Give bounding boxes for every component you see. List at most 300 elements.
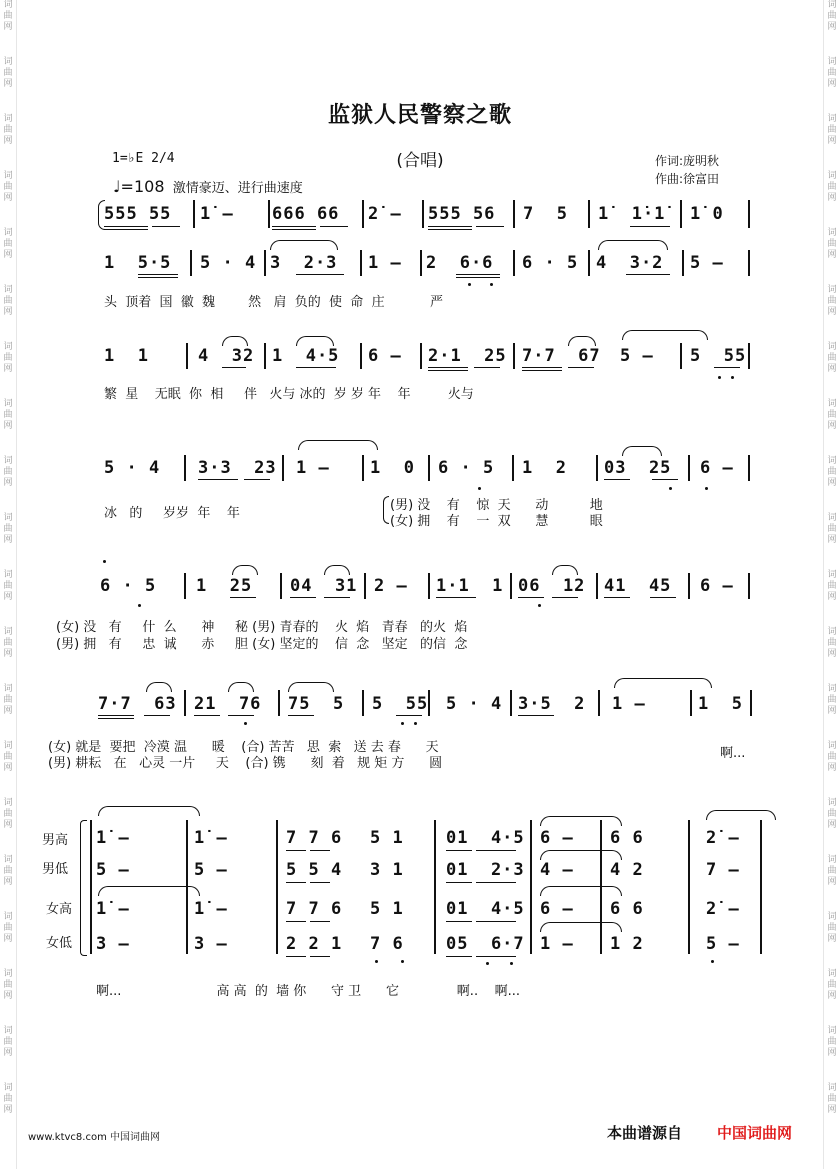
eighth-beam — [296, 367, 336, 368]
barline — [362, 690, 364, 716]
watermark-gap — [824, 603, 840, 627]
watermark-glyph: 词 — [3, 456, 13, 466]
watermark-gap — [0, 945, 16, 969]
expression-text: 激情豪迈、进行曲速度 — [172, 181, 303, 196]
measure: 5 5 4 — [286, 860, 343, 880]
watermark-glyph: 词 — [3, 684, 13, 694]
watermark-gap — [0, 204, 16, 228]
voice-label-tenor: 男高 — [42, 833, 69, 848]
watermark-gap — [0, 261, 16, 285]
measure: 6 6 — [610, 828, 644, 848]
low-octave-dot — [401, 722, 404, 725]
tie-slur — [270, 240, 338, 250]
watermark-gap — [824, 660, 840, 684]
eighth-beam — [290, 597, 316, 598]
measure: 1̇ 0 — [690, 204, 724, 224]
barline — [184, 573, 186, 599]
footer-site[interactable]: www.ktvc8.com 中国词曲网 — [28, 1132, 161, 1143]
measure: 5 1 — [370, 899, 404, 919]
eighth-beam — [324, 597, 350, 598]
watermark-gap — [824, 375, 840, 399]
tie-slur — [622, 330, 708, 340]
watermark-glyph: 曲 — [3, 467, 13, 477]
watermark-glyph: 网 — [827, 820, 837, 830]
watermark-glyph: 词 — [3, 741, 13, 751]
measure: 1·1 1 — [436, 576, 504, 596]
measure: 5 · 4 — [200, 253, 257, 273]
barline — [280, 573, 282, 599]
measure: 01 4·5 — [446, 899, 525, 919]
watermark-glyph: 词 — [827, 969, 837, 979]
barline — [510, 573, 512, 599]
eighth-beam — [446, 882, 472, 883]
lyrics-line-1: (女) 就是 要把 冷漠 温 暖 (合) 苦苦 思 索 送 去 春 天 — [48, 740, 439, 755]
low-octave-dot — [510, 962, 513, 965]
watermark-glyph: 词 — [3, 342, 13, 352]
barline — [362, 200, 364, 228]
measure: 2̇ – — [706, 828, 740, 848]
measure: 3 2·3 — [270, 253, 338, 273]
measure: 5 · 4 — [446, 694, 503, 714]
watermark-glyph: 网 — [827, 592, 837, 602]
measure: 5 1 — [370, 828, 404, 848]
watermark-gap — [824, 888, 840, 912]
right-watermark-strip — [823, 0, 840, 1169]
eighth-beam — [144, 715, 170, 716]
watermark-glyph: 词 — [3, 0, 13, 10]
barline — [688, 573, 690, 599]
measure: 6 – — [540, 899, 574, 919]
watermark-glyph: 词 — [827, 798, 837, 808]
watermark-glyph: 曲 — [827, 866, 837, 876]
watermark-glyph: 曲 — [3, 239, 13, 249]
barline — [422, 200, 424, 228]
watermark-glyph: 词 — [3, 114, 13, 124]
measure: 5 – — [96, 860, 130, 880]
watermark-glyph: 曲 — [827, 125, 837, 135]
watermark-glyph: 曲 — [827, 353, 837, 363]
watermark-glyph: 网 — [827, 250, 837, 260]
eighth-beam — [446, 921, 472, 922]
barline — [190, 250, 192, 276]
watermark-glyph: 网 — [3, 1105, 13, 1115]
barline — [688, 820, 690, 954]
eighth-beam — [286, 921, 306, 922]
barline — [420, 250, 422, 276]
eighth-beam — [552, 597, 578, 598]
lyrics-line: 冰 的 岁岁 年 年 — [104, 506, 240, 521]
watermark-glyph: 曲 — [827, 1094, 837, 1104]
eighth-beam — [518, 715, 554, 716]
sixteenth-beam — [428, 370, 468, 371]
eighth-beam — [476, 882, 516, 883]
watermark-glyph: 曲 — [3, 695, 13, 705]
eighth-beam — [194, 715, 220, 716]
measure: 1 – — [368, 253, 402, 273]
barline — [598, 690, 600, 716]
measure: 6 – — [368, 346, 402, 366]
watermark-gap — [824, 717, 840, 741]
barline — [278, 690, 280, 716]
measure: 1 5·5 — [104, 253, 172, 273]
eighth-beam — [626, 274, 670, 275]
watermark-glyph: 网 — [827, 535, 837, 545]
watermark-gap — [0, 831, 16, 855]
measure: 3 – — [194, 934, 228, 954]
watermark-glyph: 网 — [3, 478, 13, 488]
measure: 2 2 1 — [286, 934, 343, 954]
watermark-gap — [824, 261, 840, 285]
tie-slur — [98, 886, 200, 896]
watermark-glyph: 曲 — [3, 923, 13, 933]
choir-lyrics: 啊... 高 高 的 墙 你 守 卫 它 啊.. 啊... — [96, 984, 520, 999]
sixteenth-beam — [104, 229, 148, 230]
barline — [513, 200, 515, 228]
measure: 01 2·3 — [446, 860, 525, 880]
sixteenth-beam — [138, 277, 178, 278]
sixteenth-beam — [98, 718, 134, 719]
measure: 1 2 — [522, 458, 567, 478]
tie-slur — [222, 336, 248, 346]
watermark-glyph: 曲 — [3, 581, 13, 591]
barline — [184, 690, 186, 716]
watermark-glyph: 网 — [3, 592, 13, 602]
watermark-glyph: 词 — [827, 570, 837, 580]
watermark-glyph: 曲 — [3, 11, 13, 21]
tie-slur — [540, 922, 622, 932]
watermark-glyph: 曲 — [3, 353, 13, 363]
low-octave-dot — [478, 487, 481, 490]
measure: 1̇ 1̇·1̇ — [598, 204, 666, 224]
eighth-beam — [446, 850, 472, 851]
eighth-beam — [630, 226, 670, 227]
eighth-beam — [428, 226, 472, 227]
watermark-glyph: 网 — [3, 535, 13, 545]
eighth-beam — [228, 715, 254, 716]
measure: 4 3·2 — [596, 253, 664, 273]
measure: 2 – — [374, 576, 408, 596]
song-subtitle: (合唱) — [396, 151, 444, 171]
measure: 5 · 4 — [104, 458, 161, 478]
barline — [264, 343, 266, 369]
eighth-beam — [522, 367, 562, 368]
watermark-glyph: 曲 — [827, 752, 837, 762]
watermark-glyph: 词 — [827, 855, 837, 865]
watermark-glyph: 词 — [827, 285, 837, 295]
barline — [748, 200, 750, 228]
watermark-gap — [0, 660, 16, 684]
watermark-glyph: 曲 — [827, 524, 837, 534]
barline — [680, 200, 682, 228]
composer-credit: 作曲:徐富田 — [655, 172, 720, 186]
watermark-gap — [824, 945, 840, 969]
measure: 6 – — [540, 828, 574, 848]
sixteenth-beam — [522, 370, 562, 371]
watermark-glyph: 词 — [827, 912, 837, 922]
eighth-beam — [310, 956, 330, 957]
watermark-glyph: 网 — [3, 649, 13, 659]
eighth-beam — [152, 226, 180, 227]
measure: 3 – — [96, 934, 130, 954]
tie-slur — [228, 682, 254, 692]
measure: 6 6 — [610, 899, 644, 919]
measure: 2̇ – — [368, 204, 402, 224]
watermark-glyph: 词 — [827, 57, 837, 67]
tie-slur — [622, 446, 662, 456]
watermark-gap — [824, 204, 840, 228]
measure: 1 1 — [104, 346, 149, 366]
watermark-glyph: 网 — [3, 421, 13, 431]
eighth-beam — [310, 850, 330, 851]
measure: 6 · 5 — [100, 576, 157, 596]
system-bracket — [80, 820, 87, 956]
watermark-glyph: 曲 — [3, 68, 13, 78]
watermark-glyph: 曲 — [827, 980, 837, 990]
eighth-beam — [296, 274, 344, 275]
watermark-glyph: 词 — [827, 684, 837, 694]
watermark-gap — [0, 717, 16, 741]
watermark-gap — [824, 546, 840, 570]
low-octave-dot — [538, 604, 541, 607]
watermark-glyph: 网 — [3, 307, 13, 317]
watermark-glyph: 曲 — [3, 980, 13, 990]
watermark-glyph: 曲 — [3, 182, 13, 192]
eighth-beam — [310, 882, 330, 883]
measure: 1 5 — [698, 694, 743, 714]
watermark-glyph: 词 — [827, 114, 837, 124]
eighth-beam — [288, 715, 314, 716]
barline — [760, 820, 762, 954]
watermark-glyph: 曲 — [827, 410, 837, 420]
watermark-glyph: 网 — [3, 22, 13, 32]
barline — [420, 343, 422, 369]
watermark-glyph: 网 — [827, 364, 837, 374]
system-barline — [90, 820, 92, 954]
lyrics-line-male: (男) 没 有 惊 天 动 地 — [390, 498, 603, 513]
barline — [268, 200, 270, 228]
watermark-glyph: 网 — [827, 421, 837, 431]
watermark-glyph: 网 — [827, 307, 837, 317]
measure: 4 32 — [198, 346, 255, 366]
eighth-beam — [604, 479, 630, 480]
eighth-beam — [320, 226, 348, 227]
barline — [360, 343, 362, 369]
left-watermark-strip — [0, 0, 17, 1169]
watermark-glyph: 网 — [3, 193, 13, 203]
eighth-beam — [474, 367, 500, 368]
barline — [428, 455, 430, 481]
barline — [362, 455, 364, 481]
low-octave-dot — [705, 487, 708, 490]
tie-slur — [540, 850, 622, 860]
watermark-gap — [0, 546, 16, 570]
measure: 555 56 — [428, 204, 496, 224]
barline — [428, 573, 430, 599]
watermark-gap — [824, 33, 840, 57]
measure: 6 – — [700, 576, 734, 596]
sixteenth-beam — [272, 229, 316, 230]
lyrics-line-female: (女) 拥 有 一 双 慧 眼 — [390, 514, 603, 529]
watermark-gap — [824, 1059, 840, 1083]
measure: 555 55 — [104, 204, 172, 224]
barline — [596, 573, 598, 599]
tie-slur — [324, 565, 350, 575]
watermark-glyph: 网 — [827, 1105, 837, 1115]
lyricist-credit: 作词:庞明秋 — [655, 154, 720, 168]
watermark-gap — [824, 774, 840, 798]
measure: 03 25 — [604, 458, 672, 478]
barline — [690, 690, 692, 716]
watermark-glyph: 词 — [3, 399, 13, 409]
watermark-glyph: 网 — [3, 820, 13, 830]
barline — [588, 250, 590, 276]
voice-label-alto: 女低 — [46, 936, 73, 951]
tie-slur — [146, 682, 172, 692]
low-octave-dot — [103, 560, 106, 563]
measure: 1 2 — [610, 934, 644, 954]
eighth-beam — [104, 226, 148, 227]
tempo-marking — [113, 177, 303, 196]
measure: 5 – — [706, 934, 740, 954]
watermark-glyph: 网 — [827, 877, 837, 887]
watermark-glyph: 词 — [827, 456, 837, 466]
eighth-beam — [244, 479, 270, 480]
watermark-glyph: 词 — [3, 1026, 13, 1036]
watermark-glyph: 曲 — [827, 239, 837, 249]
measure: 2·1 25 — [428, 346, 507, 366]
eighth-beam — [604, 597, 630, 598]
watermark-glyph: 曲 — [827, 467, 837, 477]
watermark-glyph: 词 — [827, 1083, 837, 1093]
measure: 5 – — [194, 860, 228, 880]
brand-logo-text[interactable]: 中国词曲网 — [717, 1124, 793, 1142]
watermark-glyph: 词 — [3, 171, 13, 181]
watermark-glyph: 网 — [3, 136, 13, 146]
watermark-glyph: 网 — [827, 1048, 837, 1058]
measure: 7 7 6 — [286, 899, 343, 919]
watermark-glyph: 网 — [827, 763, 837, 773]
measure: 1̇ – — [96, 899, 130, 919]
watermark-glyph: 词 — [827, 513, 837, 523]
measure: 4 – — [540, 860, 574, 880]
measure: 5 55 — [372, 694, 429, 714]
watermark-glyph: 词 — [827, 1026, 837, 1036]
low-octave-dot — [401, 960, 404, 963]
watermark-glyph: 词 — [827, 741, 837, 751]
watermark-glyph: 网 — [827, 649, 837, 659]
eighth-beam — [476, 850, 516, 851]
low-octave-dot — [138, 604, 141, 607]
watermark-glyph: 网 — [827, 79, 837, 89]
measure: 1 – — [296, 458, 330, 478]
measure: 6 – — [700, 458, 734, 478]
sixteenth-beam — [456, 277, 500, 278]
watermark-glyph: 网 — [827, 193, 837, 203]
barline — [282, 455, 284, 481]
watermark-glyph: 网 — [3, 877, 13, 887]
measure: 1 0 — [370, 458, 415, 478]
barline — [530, 820, 532, 954]
lyrics-brace — [383, 496, 389, 524]
barline — [434, 820, 436, 954]
low-octave-dot — [711, 960, 714, 963]
low-octave-dot — [244, 722, 247, 725]
voice-label-soprano: 女高 — [46, 902, 73, 917]
low-octave-dot — [414, 722, 417, 725]
barline — [512, 455, 514, 481]
measure: 6 · 5 — [522, 253, 579, 273]
measure: 21 76 — [194, 694, 262, 714]
measure: 75 5 — [288, 694, 345, 714]
measure: 7·7 63 — [98, 694, 177, 714]
measure: 3·5 2 — [518, 694, 586, 714]
measure: 7 – — [706, 860, 740, 880]
watermark-glyph: 词 — [3, 513, 13, 523]
measure: 4 2 — [610, 860, 644, 880]
tie-slur — [568, 336, 596, 346]
watermark-gap — [0, 1059, 16, 1083]
barline — [513, 250, 515, 276]
watermark-glyph: 曲 — [3, 125, 13, 135]
eighth-beam — [198, 479, 238, 480]
watermark-glyph: 网 — [827, 478, 837, 488]
tie-slur — [540, 816, 622, 826]
watermark-glyph: 网 — [3, 79, 13, 89]
watermark-glyph: 曲 — [3, 410, 13, 420]
watermark-gap — [0, 318, 16, 342]
low-octave-dot — [375, 960, 378, 963]
measure: 1̇ – — [200, 204, 234, 224]
barline — [682, 250, 684, 276]
tie-slur — [296, 336, 334, 346]
watermark-gap — [0, 603, 16, 627]
watermark-glyph: 网 — [827, 934, 837, 944]
barline — [748, 343, 750, 369]
watermark-gap — [0, 375, 16, 399]
watermark-glyph: 词 — [3, 798, 13, 808]
eighth-beam — [650, 597, 676, 598]
measure: 1̇ – — [194, 899, 228, 919]
watermark-glyph: 曲 — [827, 11, 837, 21]
eighth-beam — [436, 597, 476, 598]
measure: 7 7 6 — [286, 828, 343, 848]
watermark-glyph: 词 — [827, 0, 837, 10]
barline — [186, 343, 188, 369]
watermark-glyph: 词 — [3, 228, 13, 238]
tie-slur — [706, 810, 776, 820]
watermark-gap — [0, 1002, 16, 1026]
lyrics-line-2: (男) 耕耘 在 心灵 一片 天 (合) 镌 刻 着 规 矩 方 圆 — [48, 756, 443, 771]
lyrics-line-2: (男) 拥 有 忠 诚 赤 胆 (女) 坚定的 信 念 坚定 的信 念 — [56, 637, 468, 652]
watermark-glyph: 网 — [3, 934, 13, 944]
lyrics-line: 头 顶着 国 徽 魏 然 肩 负的 使 命 庄 严 — [104, 295, 444, 310]
eighth-beam — [518, 597, 544, 598]
tie-slur — [552, 565, 578, 575]
watermark-glyph: 曲 — [827, 695, 837, 705]
barline — [750, 690, 752, 716]
barline — [360, 250, 362, 276]
eighth-beam — [98, 715, 134, 716]
measure: 1 – — [612, 694, 646, 714]
watermark-glyph: 曲 — [3, 866, 13, 876]
watermark-gap — [0, 774, 16, 798]
song-title: 监狱人民警察之歌 — [327, 103, 512, 128]
eighth-beam — [714, 367, 740, 368]
measure: 3 1 — [370, 860, 404, 880]
watermark-glyph: 网 — [3, 763, 13, 773]
tie-slur — [98, 806, 200, 816]
lyrics-line: 繁 星 无眠 你 相 伴 火与 冰的 岁 岁 年 年 火与 — [104, 387, 474, 402]
